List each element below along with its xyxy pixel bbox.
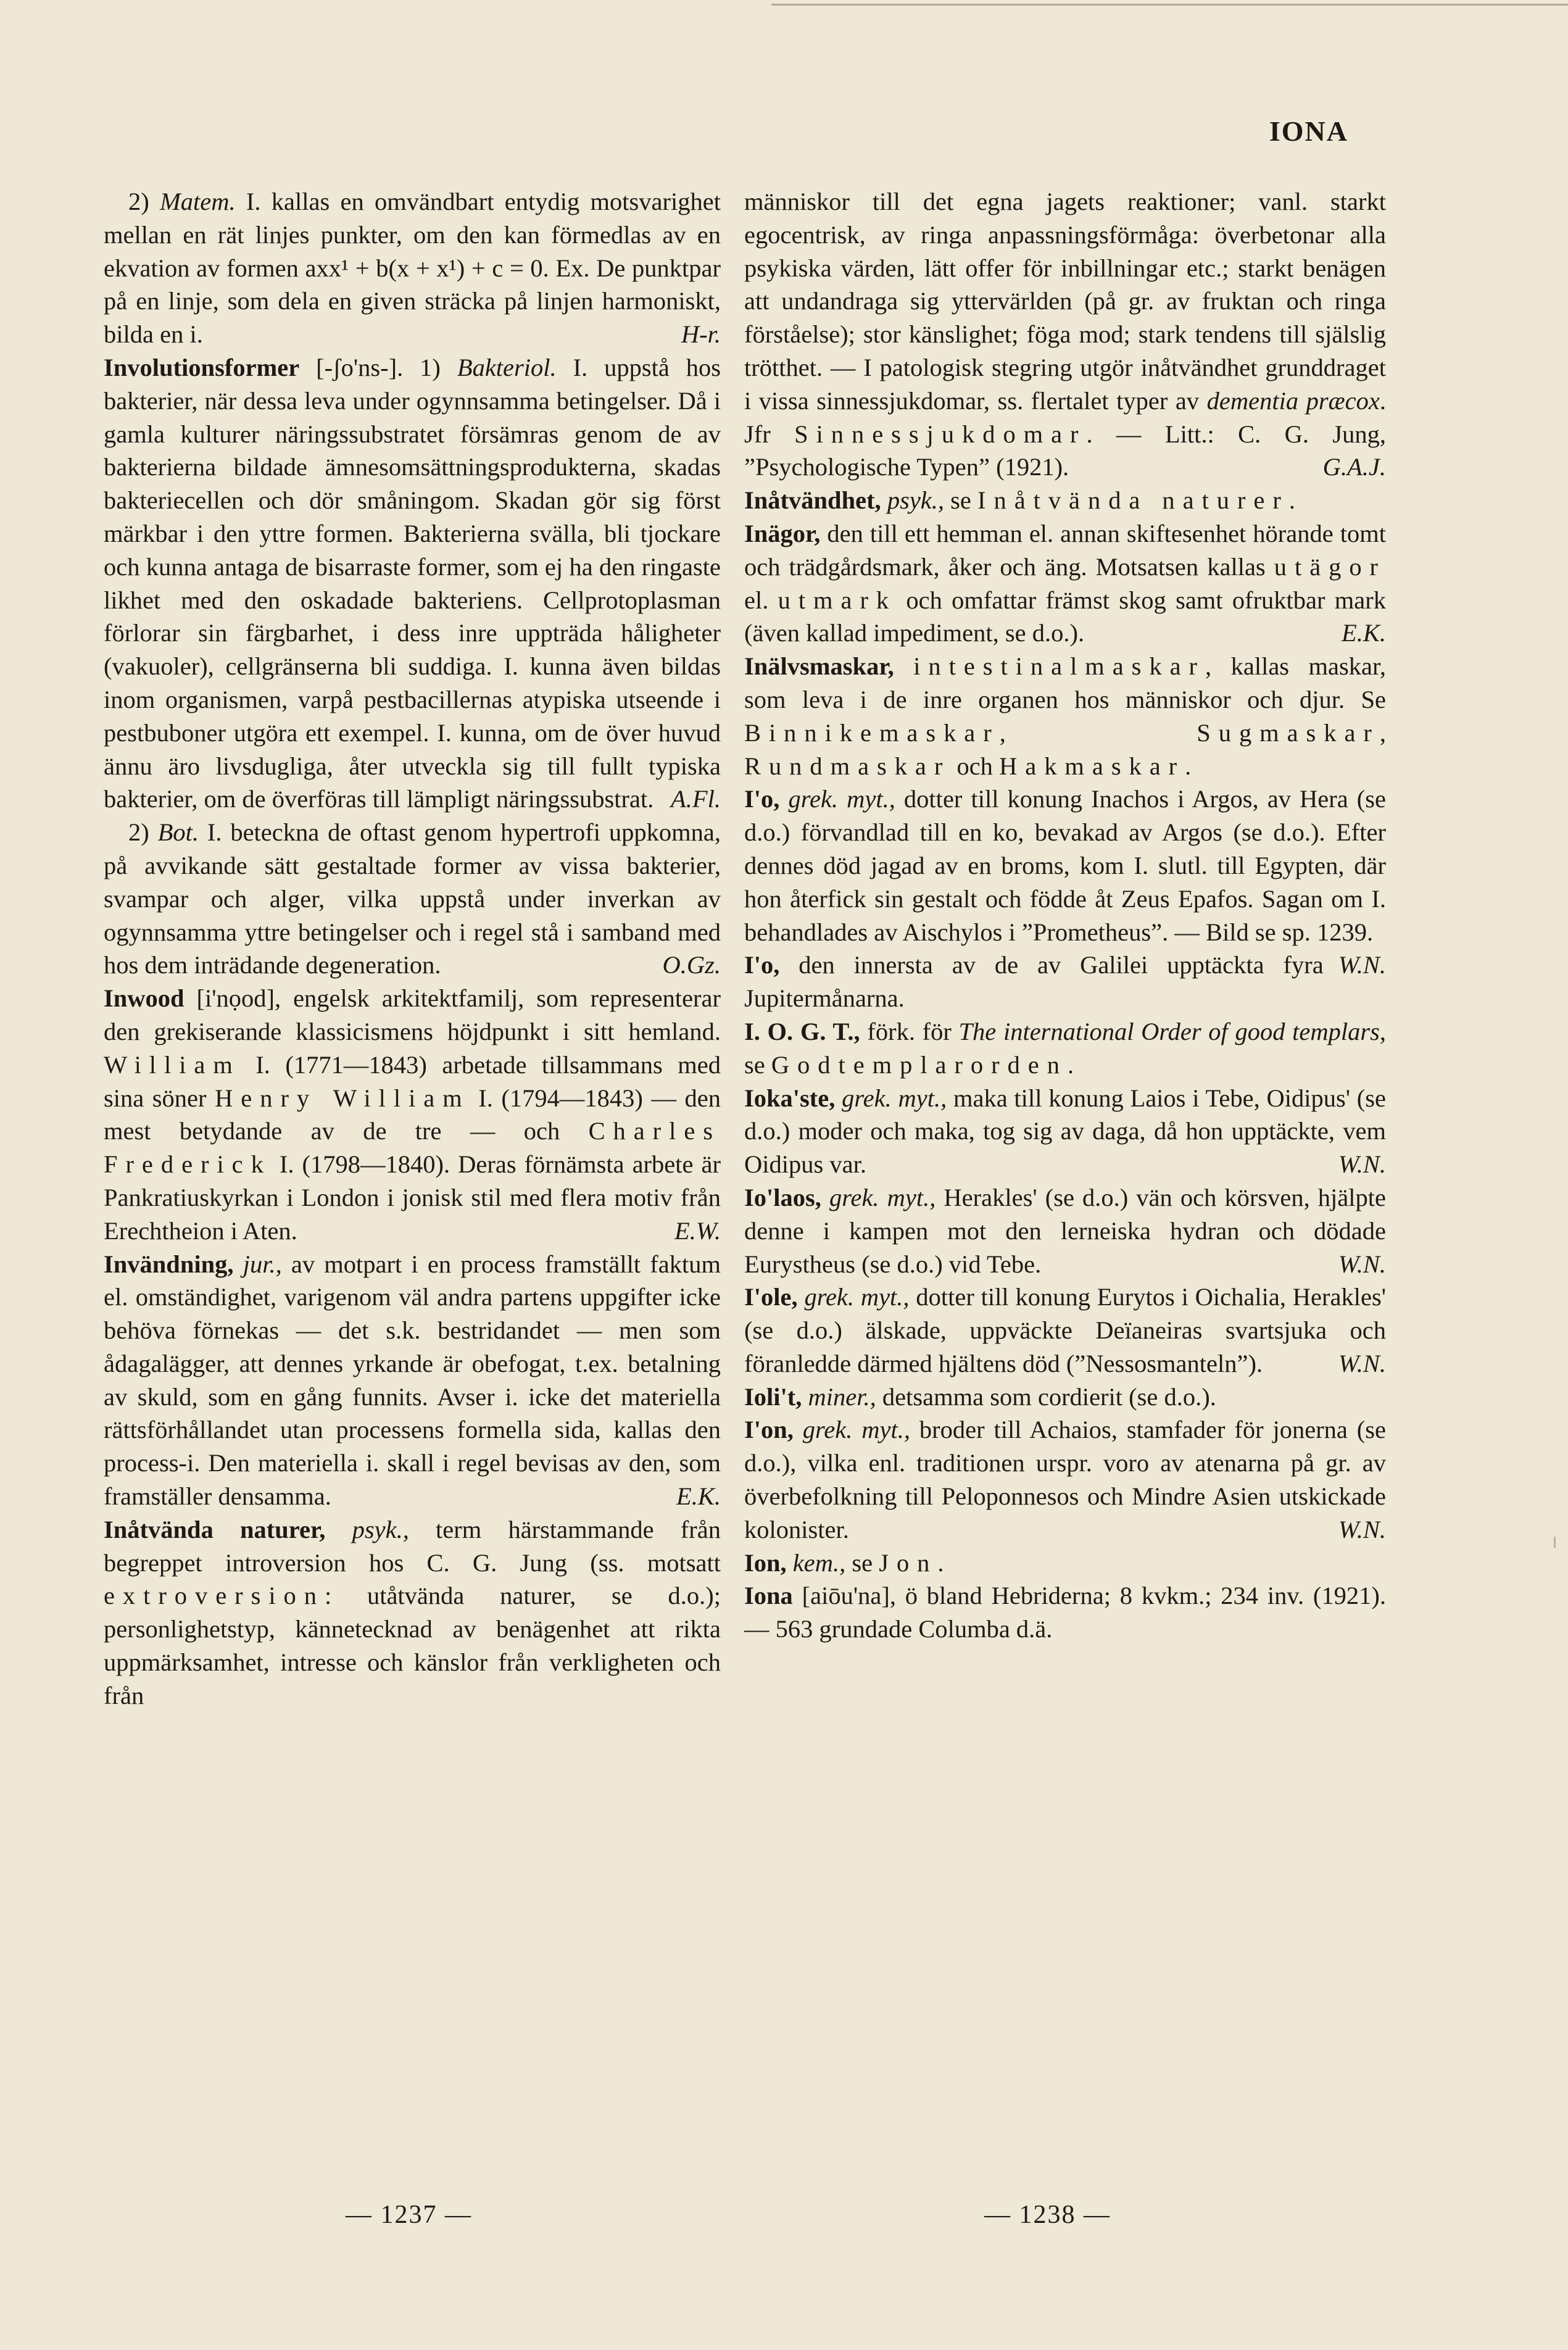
author-signature: E.K. <box>1341 619 1386 647</box>
headword: Ion, <box>744 1548 787 1577</box>
field-label: grek. myt., <box>835 1084 947 1112</box>
field-label: Bakteriol. <box>457 353 557 381</box>
headword: Inägor, <box>744 519 821 547</box>
author-signature: E.K. <box>676 1482 721 1511</box>
right-column <box>744 185 1386 1646</box>
entry-text: el. <box>744 586 778 614</box>
field-label: grek. myt., <box>821 1183 936 1211</box>
entry-io-moon <box>744 949 1386 1015</box>
spaced-name: Henry William <box>215 1084 470 1112</box>
headword: Inåtvändhet, <box>744 486 881 515</box>
entry-text: Herakles' (se d.o.) vän och körsven, hjälpte denne i kampen mot den lerneiska hydran och dödade Eurystheus (se d.o.) vid Tebe. <box>744 1183 1387 1278</box>
entry-inagor <box>744 517 1386 650</box>
lead-number: 2) <box>128 818 158 847</box>
author-signature: A.Fl. <box>671 785 721 813</box>
entry-text: . <box>1185 752 1192 780</box>
entry-text: den innersta av de av Galilei upptäckta fyra Jupitermånarna. <box>744 951 1324 1013</box>
cross-reference[interactable]: Inåtvända naturer <box>977 486 1289 515</box>
entry-iolaos <box>744 1181 1386 1281</box>
entry-text: och <box>950 752 1000 780</box>
running-header: IONA <box>1269 115 1348 147</box>
entry-inwood <box>104 982 721 1247</box>
entry-text: I. kallas en omvändbart entydig motsvarighet mellan en rät linjes punkter, om den kan förmedlas av en ekvation av formen axx¹ + b(x + x¹) + c = 0. Ex. De punktpar på en linje, som dela en given sträcka på linjen harmoniskt, bilda en i. <box>104 188 721 349</box>
author-signature: H-r. <box>681 320 721 349</box>
author-signature: O.Gz. <box>662 951 721 979</box>
left-column <box>104 185 721 1713</box>
page-number-right: — 1238 — <box>984 2201 1111 2229</box>
entry-text: , <box>1379 718 1386 747</box>
entry-text: [aiōu'na], ö bland Hebriderna; 8 kvkm.; 234 inv. (1921). — 563 grundade Columba d.ä. <box>744 1582 1386 1643</box>
cross-reference[interactable]: utägor <box>1274 552 1386 581</box>
entry-text: se <box>944 486 978 515</box>
entry-text: . <box>1067 1050 1074 1079</box>
entry-involutionsformer <box>104 351 721 982</box>
edge-mark <box>1554 1537 1556 1548</box>
entry-text: , kallas maskar, som leva i de inre organen hos människor och djur. Se <box>744 652 1386 713</box>
entry-inalvsmaskar <box>744 650 1386 783</box>
field-label: grek. myt., <box>797 1283 910 1311</box>
entry-text: den till ett hemman el. annan skiftesenhet hörande tomt och trädgårdsmark, åker och äng. Motsatsen kallas <box>744 519 1386 581</box>
entry-text: : utåtvända naturer, se d.o.); personlighetstyp, kännetecknad av benägenhet att rikta uppmärksamhet, intresse och känslor från verkligheten och från <box>104 1582 721 1709</box>
headword: Inåtvända naturer, <box>104 1515 326 1543</box>
entry-involution-matem <box>104 185 721 351</box>
cross-reference[interactable]: Godtemplarorden <box>771 1050 1068 1079</box>
entry-invandning <box>104 1248 721 1513</box>
author-signature: W.N. <box>1338 1250 1386 1278</box>
entry-io-myt <box>744 783 1387 979</box>
headword: Ioli't, <box>744 1382 802 1411</box>
entry-iona <box>744 1579 1386 1646</box>
author-signature: G.A.J. <box>1322 453 1386 481</box>
cross-reference[interactable]: Jon <box>879 1548 938 1577</box>
entry-text: maka till konung Laios i Tebe, Oidipus' (se d.o.) moder och maka, tog sig av daga, då hon upptäckte, vem Oidipus var. <box>744 1084 1387 1179</box>
entry-text: dotter till konung Inachos i Argos, av Hera (se d.o.) förvandlad till en ko, bevakad av Argos (se d.o.). Efter dennes död jagad av en broms, kom I. slutl. till Egypten, där hon återfick sin gestalt och födde åt Zeus Epafos. Sagan om I. behandlades av Aischylos i ”Prometheus”. — Bild se sp. 1239. <box>744 785 1387 946</box>
entry-text: [i'nọod], engelsk arkitektfamilj, som representerar den grekiserande klassicismens höjdpunkt i sitt hemland. <box>104 984 721 1045</box>
headword: I'on, <box>744 1416 794 1444</box>
work-title: The international Order of good templars <box>958 1017 1380 1045</box>
spaced-name: William <box>104 1050 241 1079</box>
author-signature: W.N. <box>1338 951 1386 979</box>
cross-reference[interactable]: Hakmaskar <box>999 752 1185 780</box>
entry-text: människor till det egna jagets reaktioner; vanl. starkt egocentrisk, av ringa anpassningsförmåga: överbetonar alla psykiska värden, lätt offer för inbillningar etc.; starkt benägen att undandraga sig yttervärlden (på gr. av fruktan och ringa förståelse); stor känslighet; föga mod; stark tendens till själslig trötthet. — I patologisk stegring utgör inåtvändhet grunddraget i vissa sinnessjukdomar, ss. flertalet typer av <box>744 188 1386 415</box>
entry-text: dotter till konung Eurytos i Oichalia, Herakles' (se d.o.) älskade, uppväckte Deïaneiras svartsjuka och föranledde därmed hjältens död (”Nessosmanteln”). <box>744 1283 1386 1377</box>
author-signature: E.W. <box>674 1216 721 1245</box>
lead-number: 2) <box>128 188 160 215</box>
cross-reference[interactable]: extroversion <box>104 1582 325 1610</box>
entry-ion-kem <box>744 1547 1386 1580</box>
entry-text: och omfattar främst skog samt ofruktbar mark (även kallad impediment, se d.o.). <box>744 586 1386 647</box>
term: dementia præcox <box>1206 386 1380 415</box>
cross-reference[interactable]: intestinalmaskar <box>913 652 1205 681</box>
entry-text: , se <box>744 1017 1387 1079</box>
field-label: grek. myt., <box>779 785 895 813</box>
spaced-name: Charles Frederick <box>104 1117 721 1179</box>
entry-inatvanda-naturer <box>104 1513 721 1713</box>
entry-text: broder till Achaios, stamfader för jonerna (se d.o.), vilka enl. traditionen urspr. voro av atenarna på gr. av överbefolkning till Peloponnesos och Mindre Asien utskickade kolonister. <box>744 1416 1387 1543</box>
field-label: Bot. <box>157 818 199 847</box>
entry-text: av motpart i en process framställt faktum el. omständighet, varigenom väl andra partens uppgifter icke behöva förnekas — det s.k. bestridandet — men som ådagalägger, att dennes yrkande är obefogat, t.ex. betalning av skuld, som en gång funnits. Avser i. icke det materiella rättsförhållandet utan processens formella sida, kallas den process-i. Den materiella i. skall i regel bevisas av den, som framställer densamma. <box>104 1250 721 1511</box>
entry-text: I. (1771—1843) arbetade tillsammans med sina söner <box>104 1050 721 1112</box>
headword: Io'laos, <box>744 1183 821 1211</box>
cross-reference[interactable]: utmark <box>778 586 897 614</box>
entry-iole <box>744 1281 1386 1380</box>
entry-inatvanda-continued <box>744 185 1386 484</box>
entry-text: term härstammande från begreppet introversion hos C. G. Jung (ss. motsatt <box>104 1515 721 1577</box>
entry-text: I. (1798—1840). Deras förnämsta arbete är Pankratiuskyrkan i London i jonisk stil med flera motiv från Erechtheion i Aten. <box>104 1150 721 1245</box>
top-edge-rule <box>771 4 1568 6</box>
entry-text: förk. för <box>860 1017 959 1045</box>
entry-text: , <box>999 718 1197 747</box>
field-label: psyk., <box>325 1515 409 1543</box>
entry-iokaste <box>744 1082 1386 1181</box>
headword: I'ole, <box>744 1283 798 1311</box>
field-label: jur., <box>233 1250 282 1278</box>
headword: Iona <box>744 1582 793 1610</box>
field-label: kem., <box>786 1548 846 1577</box>
entry-text: I. beteckna de oftast genom hypertrofi uppkomna, på avvikande sätt gestaltade former av vissa bakterier, svampar och alger, vilka uppstå under inverkan av ogynnsamma yttre betingelser och i regel stå i samband med hos dem inträdande degeneration. <box>104 818 721 979</box>
author-signature: W.N. <box>1338 1150 1386 1179</box>
entry-text: . — Litt.: C. G. Jung, ”Psychologische Typen” (1921). <box>744 420 1386 481</box>
entry-inatvandhet <box>744 484 1386 517</box>
headword: Ioka'ste, <box>744 1084 836 1112</box>
entry-text: I. (1794—1843) — den mest betydande av de tre — och <box>104 1084 721 1145</box>
entry-ion-myt <box>744 1413 1386 1546</box>
headword: Inwood <box>104 984 185 1013</box>
headword: I'o, <box>744 951 780 979</box>
headword: Invändning, <box>104 1250 234 1278</box>
headword: Involutionsformer <box>104 353 300 381</box>
entry-iogt <box>744 1015 1386 1082</box>
cross-reference[interactable]: Sugmaskar <box>1197 718 1380 747</box>
entry-iolit <box>744 1381 1386 1414</box>
field-label: psyk., <box>881 486 945 515</box>
field-label: miner., <box>802 1382 876 1411</box>
field-label: grek. myt., <box>793 1416 910 1444</box>
headword: Inälvsmaskar, <box>744 652 894 681</box>
entry-text: detsamma som cordierit (se d.o.). <box>876 1382 1216 1411</box>
entry-text: I. uppstå hos bakterier, när dessa leva under ogynnsamma betingelser. Då i gamla kulturer näringssubstratet försämras genom de av bakterierna bildade ämnesomsättningsprodukterna, skadas bakteriecellen och dör småningom. Skadan gör sig först märkbar i den yttre formen. Bakterierna svälla, bli tjockare och kunna antaga de bisarraste former, som ej ha den ringaste likhet med den oskadade bakteriens. Cellprotoplasman förlorar sin färgbarhet, i dess inre uppträda håligheter (vakuoler), cellgränserna bli suddiga. I. kunna även bildas inom organismen, varpå pestbacillernas atypiska utseende i pestbuboner utgöra ett exempel. I. kunna, om de över huvud ännu äro livsdugliga, åter utveckla sig till fullt typiska bakterier, om de överföras till lämpligt näringssubstrat. <box>104 353 721 813</box>
page-number-left: — 1237 — <box>346 2201 472 2229</box>
cross-reference[interactable]: Binnikemaskar <box>744 718 1000 747</box>
entry-text: se <box>845 1548 879 1577</box>
cross-reference[interactable]: Sinnessjukdomar <box>794 420 1087 448</box>
headword: I'o, <box>744 785 780 813</box>
entry-text: . <box>937 1548 944 1577</box>
entry-text: . <box>1288 486 1295 515</box>
entry-text: . Jfr <box>744 386 1387 448</box>
author-signature: W.N. <box>1338 1349 1386 1377</box>
headword: I. O. G. T., <box>744 1017 860 1045</box>
field-label: Matem. <box>160 188 236 215</box>
author-signature: W.N. <box>1338 1515 1386 1543</box>
cross-reference[interactable]: Rundmaskar <box>744 752 951 780</box>
pronunciation: [-ʃo'ns-]. 1) <box>299 353 457 381</box>
